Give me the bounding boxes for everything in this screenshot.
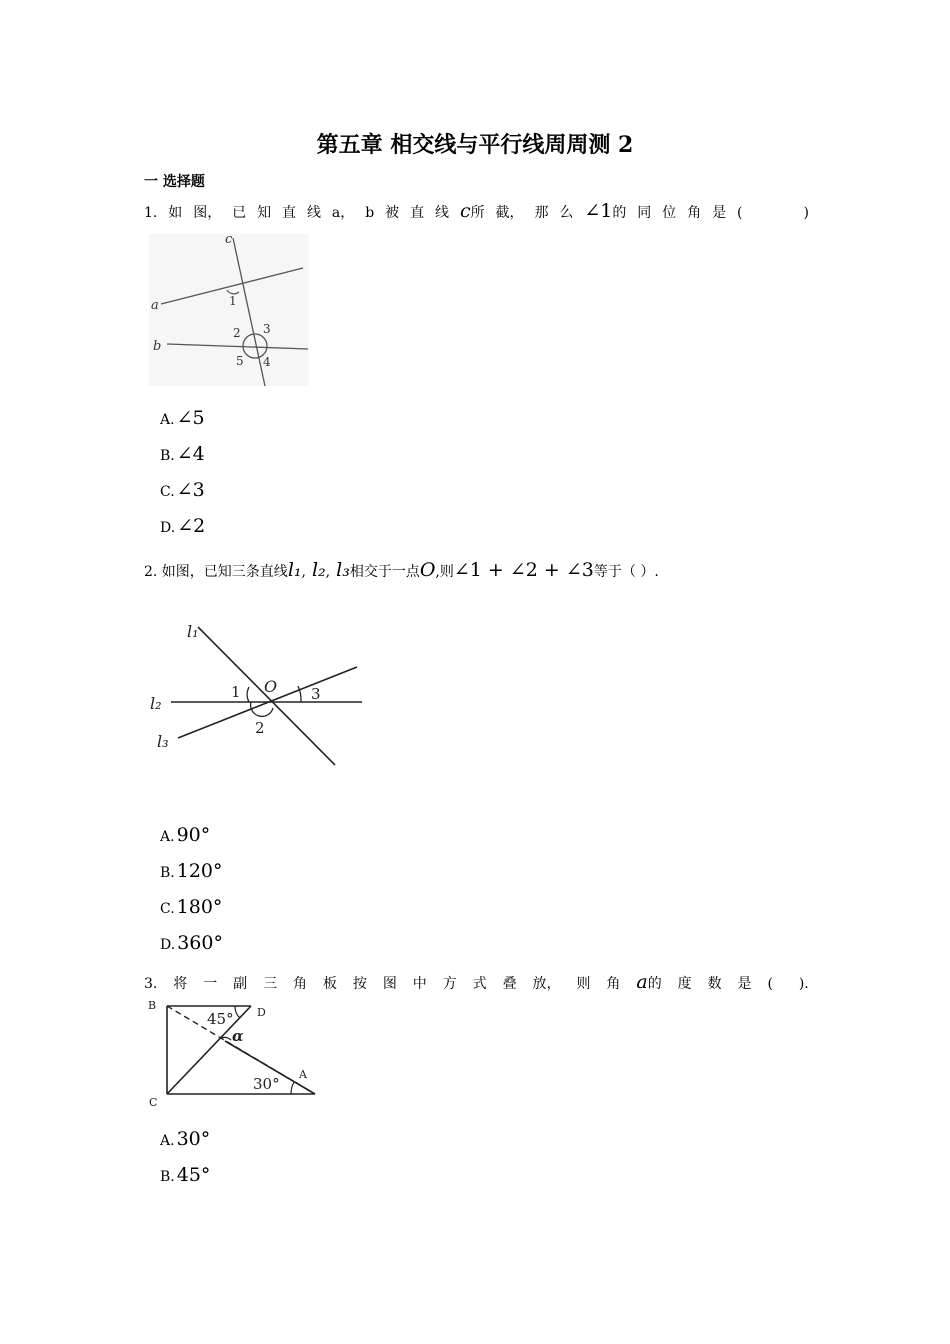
angle-30-arc — [291, 1082, 294, 1094]
q3-word: 角 — [606, 976, 621, 992]
q1-option-b — [160, 443, 205, 465]
option-letter: A. — [160, 829, 175, 845]
label-2: 2 — [255, 719, 265, 737]
question-2-text — [144, 559, 659, 581]
q3-word: 3. — [144, 976, 158, 992]
option-letter: B. — [160, 448, 175, 464]
q1-word: 位 — [662, 205, 677, 221]
q1-angle: ∠1 — [584, 200, 613, 222]
question-1-text — [144, 200, 809, 222]
option-letter: B. — [160, 1169, 175, 1185]
label-o: O — [264, 677, 278, 696]
q1-word: 图， — [193, 205, 222, 221]
option-letter: D. — [160, 520, 176, 536]
q1-line-c: c — [459, 200, 471, 222]
q3-word: 三 — [263, 976, 278, 992]
q3-option-b — [160, 1164, 210, 1186]
page-title: 第五章 相交线与平行线周周测 2 — [316, 132, 634, 158]
option-value: 90° — [176, 824, 211, 846]
q1-word: 同 — [637, 205, 652, 221]
q1-word: 截， — [495, 205, 524, 221]
q3-word: 是 — [737, 976, 752, 992]
q1-word: 线 — [435, 205, 449, 221]
q3-word: 方 — [442, 976, 457, 992]
q1-word: 直 — [282, 205, 297, 221]
q3-word: 按 — [352, 976, 367, 992]
q1-word: 被 — [385, 205, 400, 221]
q2-mid: 相交于一点 — [349, 564, 420, 580]
option-value: 30° — [176, 1128, 211, 1150]
q3-word: 角 — [293, 976, 308, 992]
option-letter: D. — [160, 937, 176, 953]
option-value: 45° — [176, 1164, 211, 1186]
q1-figure — [145, 228, 315, 390]
q3-alpha: a — [636, 971, 648, 993]
q1-word: 的 — [612, 205, 627, 221]
option-letter: A. — [160, 1133, 175, 1149]
q3-word: ( — [767, 976, 773, 992]
q1-option-d — [160, 515, 205, 537]
label-2: 2 — [233, 326, 241, 340]
option-value: ∠2 — [177, 515, 206, 537]
q3-word: 一 — [203, 976, 218, 992]
label-30: 30° — [253, 1075, 280, 1093]
q2-expression: ∠1 + ∠2 + ∠3 — [453, 559, 594, 581]
q3-word: 将 — [173, 976, 188, 992]
q2-prefix: 2. 如图，已知三条直线 — [144, 564, 288, 580]
label-c: c — [225, 232, 233, 247]
label-1: 1 — [231, 683, 241, 701]
q3-word: 则 — [576, 976, 591, 992]
q3-word: 板 — [322, 976, 337, 992]
label-45: 45° — [207, 1010, 234, 1028]
option-value: ∠3 — [176, 479, 205, 501]
figure-background — [149, 234, 309, 386]
q2-option-c — [160, 896, 222, 918]
label-b: b — [153, 339, 162, 354]
angle-3-arc — [298, 686, 301, 702]
section-heading: 一 选择题 — [144, 174, 205, 190]
q1-word: 知 — [257, 205, 272, 221]
q1-word: b — [365, 205, 375, 221]
question-3-text — [144, 971, 809, 993]
q3-word: ). — [798, 976, 809, 992]
q3-word: 叠 — [502, 976, 517, 992]
q1-word: a， — [331, 205, 355, 221]
label-l2: l₂ — [150, 694, 162, 713]
q2-sep: , — [301, 564, 306, 580]
q3-word: 图 — [382, 976, 397, 992]
q3-word: 中 — [412, 976, 427, 992]
option-letter: B. — [160, 865, 175, 881]
label-b: B — [148, 999, 157, 1012]
label-c: C — [149, 1096, 158, 1109]
q2-point-o: O — [419, 559, 436, 581]
q1-word: 线 — [306, 205, 321, 221]
q1-option-a — [160, 407, 205, 429]
label-3: 3 — [263, 322, 271, 336]
q1-word: 已 — [232, 205, 247, 221]
q3-word: 式 — [472, 976, 487, 992]
q2-option-a — [160, 824, 210, 846]
q1-word: 1. — [144, 205, 158, 221]
q1-word: 所 — [470, 205, 485, 221]
q1-word: ) — [803, 205, 809, 221]
q1-word: 是 — [712, 205, 727, 221]
q2-option-b — [160, 860, 223, 882]
q1-word: 那 — [534, 205, 549, 221]
option-value: ∠4 — [176, 443, 205, 465]
angle-45-arc — [235, 1006, 240, 1018]
q3-word: 副 — [233, 976, 248, 992]
q2-sep: , — [325, 564, 331, 580]
q1-option-c — [160, 479, 205, 501]
q2-l3: l₃ — [336, 559, 350, 581]
option-value: ∠5 — [176, 407, 205, 429]
label-l1: l₁ — [187, 622, 199, 641]
label-3: 3 — [311, 685, 321, 703]
label-alpha: α — [232, 1027, 244, 1045]
q3-figure — [145, 996, 325, 1112]
option-letter: C. — [160, 484, 175, 500]
q1-word: 直 — [410, 205, 425, 221]
q3-word: 的 — [647, 976, 662, 992]
q2-option-d — [160, 932, 223, 954]
option-letter: C. — [160, 901, 175, 917]
label-a: a — [151, 298, 159, 313]
q3-word: 度 — [677, 976, 692, 992]
option-value: 360° — [177, 932, 223, 954]
option-value: 120° — [176, 860, 223, 882]
q3-word: 放， — [532, 976, 561, 992]
q1-word: 么 — [559, 205, 574, 221]
q2-l2: l₂ — [311, 559, 326, 581]
q3-word: 数 — [707, 976, 722, 992]
q2-suffix: 等于（ ）. — [593, 564, 659, 580]
angle-1-arc — [247, 687, 249, 702]
q1-word: 如 — [168, 205, 183, 221]
label-a: A — [299, 1068, 307, 1081]
q2-mid2: ,则 — [435, 564, 454, 580]
q2-figure — [145, 612, 370, 772]
label-l3: l₃ — [157, 732, 169, 751]
q2-l1: l₁ — [287, 559, 302, 581]
q1-word: 角 — [687, 205, 702, 221]
option-value: 180° — [176, 896, 223, 918]
q3-option-a — [160, 1128, 210, 1150]
label-d: D — [257, 1006, 266, 1019]
q1-word: ( — [737, 205, 743, 221]
option-letter: A. — [160, 412, 175, 428]
label-4: 4 — [263, 355, 271, 369]
label-1: 1 — [229, 294, 237, 308]
label-5: 5 — [236, 354, 244, 368]
